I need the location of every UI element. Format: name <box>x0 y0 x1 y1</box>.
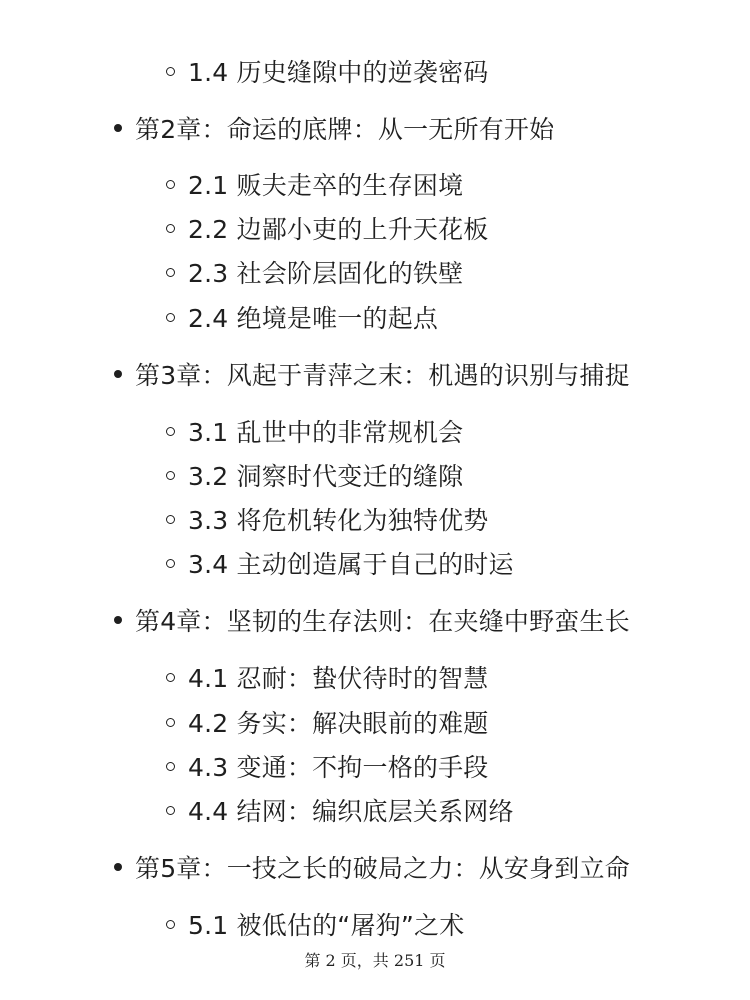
hollow-bullet-icon <box>166 920 175 929</box>
toc-chapter-2[interactable] <box>114 106 554 150</box>
toc-section-label: 1.4 历史缝隙中的逆袭密码 <box>188 58 489 87</box>
hollow-bullet-icon <box>166 515 175 524</box>
toc-chapter-4[interactable] <box>114 598 630 642</box>
hollow-bullet-icon <box>166 673 175 682</box>
toc-section-label: 3.4 主动创造属于自己的时运 <box>188 550 514 579</box>
hollow-bullet-icon <box>166 427 175 436</box>
hollow-bullet-icon <box>166 762 175 771</box>
filled-bullet-icon <box>114 863 122 871</box>
filled-bullet-icon <box>114 370 122 378</box>
toc-section-4-4[interactable] <box>166 788 514 832</box>
toc-section-label: 4.3 变通：不拘一格的手段 <box>188 753 489 782</box>
hollow-bullet-icon <box>166 718 175 727</box>
toc-section-4-3[interactable] <box>166 744 489 788</box>
hollow-bullet-icon <box>166 313 175 322</box>
hollow-bullet-icon <box>166 67 175 76</box>
page-number-footer: 第 2 页，共 251 页 <box>304 951 446 970</box>
toc-section-label: 3.1 乱世中的非常规机会 <box>188 418 464 447</box>
toc-section-label: 2.3 社会阶层固化的铁壁 <box>188 259 464 288</box>
toc-section-3-2[interactable] <box>166 453 463 497</box>
toc-section-label: 5.1 被低估的“屠狗”之术 <box>188 911 465 940</box>
toc-section-5-1[interactable] <box>166 902 464 946</box>
toc-section-2-4[interactable] <box>166 295 438 339</box>
hollow-bullet-icon <box>166 180 175 189</box>
toc-section-label: 2.2 边鄙小吏的上升天花板 <box>188 215 489 244</box>
toc-section-label: 4.2 务实：解决眼前的难题 <box>188 709 489 738</box>
toc-section-label: 3.2 洞察时代变迁的缝隙 <box>188 462 464 491</box>
toc-section-4-1[interactable] <box>166 655 489 699</box>
filled-bullet-icon <box>114 124 122 132</box>
toc-chapter-label: 第4章：坚韧的生存法则：在夹缝中野蛮生长 <box>135 607 630 636</box>
toc-section-2-2[interactable] <box>166 206 489 250</box>
toc-section-label: 3.3 将危机转化为独特优势 <box>188 506 489 535</box>
filled-bullet-icon <box>114 616 122 624</box>
toc-chapter-label: 第3章：风起于青萍之末：机遇的识别与捕捉 <box>135 361 630 390</box>
hollow-bullet-icon <box>166 471 175 480</box>
toc-chapter-5[interactable] <box>114 845 630 889</box>
toc-section-3-3[interactable] <box>166 497 489 541</box>
toc-section-3-1[interactable] <box>166 409 463 453</box>
toc-section-label: 2.4 绝境是唯一的起点 <box>188 304 439 333</box>
toc-section-label: 2.1 贩夫走卒的生存困境 <box>188 171 464 200</box>
hollow-bullet-icon <box>166 224 175 233</box>
hollow-bullet-icon <box>166 559 175 568</box>
toc-chapter-label: 第2章：命运的底牌：从一无所有开始 <box>135 115 555 144</box>
toc-section-2-1[interactable] <box>166 162 463 206</box>
toc-section-label: 4.4 结网：编织底层关系网络 <box>188 797 514 826</box>
toc-section-label: 4.1 忍耐：蛰伏待时的智慧 <box>188 664 489 693</box>
hollow-bullet-icon <box>166 806 175 815</box>
toc-section-2-3[interactable] <box>166 250 463 294</box>
hollow-bullet-icon <box>166 268 175 277</box>
toc-chapter-3[interactable] <box>114 352 630 396</box>
toc-chapter-label: 第5章：一技之长的破局之力：从安身到立命 <box>135 854 630 883</box>
toc-section-3-4[interactable] <box>166 541 514 585</box>
toc-section-4-2[interactable] <box>166 700 489 744</box>
toc-section-1-4[interactable] <box>166 49 489 93</box>
